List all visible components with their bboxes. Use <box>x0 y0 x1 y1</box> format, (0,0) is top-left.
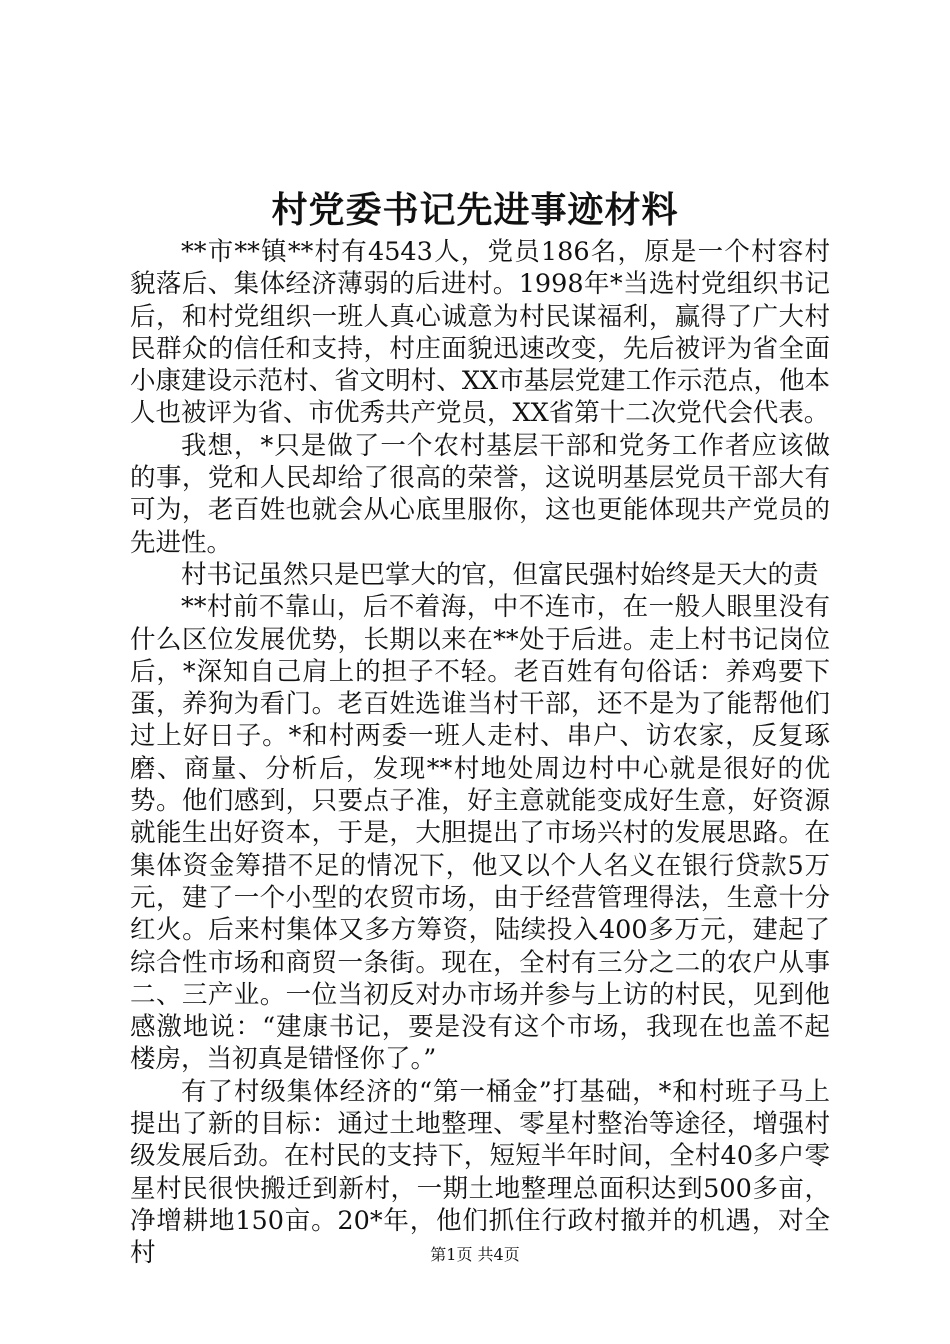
page-number-label: 第1页 共4页 <box>430 1245 520 1264</box>
page-footer <box>0 1244 950 1266</box>
paragraph: 村书记虽然只是巴掌大的官，但富民强村始终是天大的责 <box>181 559 819 590</box>
paragraph: 有了村级集体经济的“第一桶金”打基础，*和村班子马上提出了新的目标：通过土地整理、零星村整治等途径，增强村级发展后劲。在村民的支持下，短短半年时间，全村40多户零星村民很快搬迁到新村，一期土地整理总面积达到500多亩，净增耕地150亩。20*年，他们抓住行政村撤并的机遇，对全村 <box>130 1076 830 1269</box>
document-body <box>130 236 830 1270</box>
document-title: 村党委书记先进事迹材料 <box>271 189 679 231</box>
paragraph: **市**镇**村有4543人，党员186名，原是一个村容村貌落后、集体经济薄弱的后进村。1998年*当选村党组织书记后，和村党组织一班人真心诚意为村民谋福利，赢得了广大村民群众的信任和支持，村庄面貌迅速改变，先后被评为省全面小康建设示范村、省文明村、XX市基层党建工作示范点，他本人也被评为省、市优秀共产党员，XX省第十二次党代会代表。 <box>130 237 830 429</box>
paragraph: 我想，*只是做了一个农村基层干部和党务工作者应该做的事，党和人民却给了很高的荣誉，这说明基层党员干部大有可为，老百姓也就会从心底里服你，这也更能体现共产党员的先进性。 <box>130 430 830 558</box>
paragraph: **村前不靠山，后不着海，中不连市，在一般人眼里没有什么区位发展优势，长期以来在**处于后进。走上村书记岗位后，*深知自己肩上的担子不轻。老百姓有句俗话：养鸡要下蛋，养狗为看门。老百姓选谁当村干部，还不是为了能帮他们过上好日子。*和村两委一班人走村、串户、访农家，反复琢磨、商量、分析后，发现**村地处周边村中心就是很好的优势。他们感到，只要点子准，好主意就能变成好生意，好资源就能生出好资本，于是，大胆提出了市场兴村的发展思路。在集体资金筹措不足的情况下，他又以个人名义在银行贷款5万元，建了一个小型的农贸市场，由于经营管理得法，生意十分红火。后来村集体又多方筹资，陆续投入400多万元，建起了综合性市场和商贸一条街。现在，全村有三分之二的农户从事二、三产业。一位当初反对办市场并参与上访的村民，见到他感激地说：“建康书记，要是没有这个市场，我现在也盖不起楼房，当初真是错怪你了。” <box>130 592 830 1075</box>
